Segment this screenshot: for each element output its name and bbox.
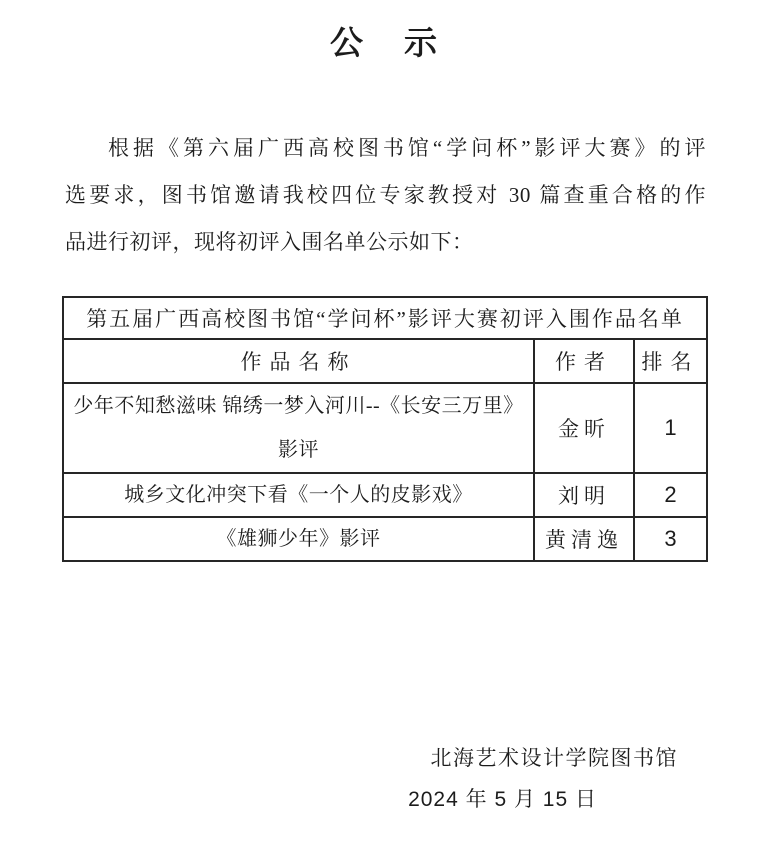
column-header-author: 作者	[534, 339, 634, 383]
table-caption-row	[63, 297, 707, 339]
table-row	[63, 383, 707, 473]
paragraph-line-3: 品进行初评，现将初评入围名单公示如下：	[65, 230, 474, 254]
rank-value: 3	[634, 517, 707, 561]
page-title: 公 示	[330, 26, 441, 62]
signature-date: 2024 年 5 月 15 日	[408, 788, 597, 811]
author-name: 黄清逸	[534, 517, 634, 561]
column-header-work: 作品名称	[63, 339, 534, 383]
work-title: 《雄狮少年》影评	[63, 517, 534, 561]
work-title: 城乡文化冲突下看《一个人的皮影戏》	[63, 473, 534, 517]
table-row	[63, 517, 707, 561]
table-header-row	[63, 339, 707, 383]
column-header-rank: 排名	[634, 339, 707, 383]
paragraph-line-1: 根据《第六届广西高校图书馆“学问杯”影评大赛》的评	[108, 136, 706, 160]
rank-value: 1	[634, 383, 707, 473]
work-title: 少年不知愁滋味 锦绣一梦入河川--《长安三万里》影评	[63, 383, 534, 473]
signature-organization: 北海艺术设计学院图书馆	[430, 746, 678, 770]
shortlist-table	[62, 296, 708, 562]
paragraph-line-2: 选要求，图书馆邀请我校四位专家教授对 30 篇查重合格的作	[65, 183, 706, 207]
author-name: 金昕	[534, 383, 634, 473]
table-row	[63, 473, 707, 517]
rank-value: 2	[634, 473, 707, 517]
table-caption: 第五届广西高校图书馆“学问杯”影评大赛初评入围作品名单	[63, 297, 707, 339]
notice-paragraph	[65, 125, 706, 266]
author-name: 刘明	[534, 473, 634, 517]
